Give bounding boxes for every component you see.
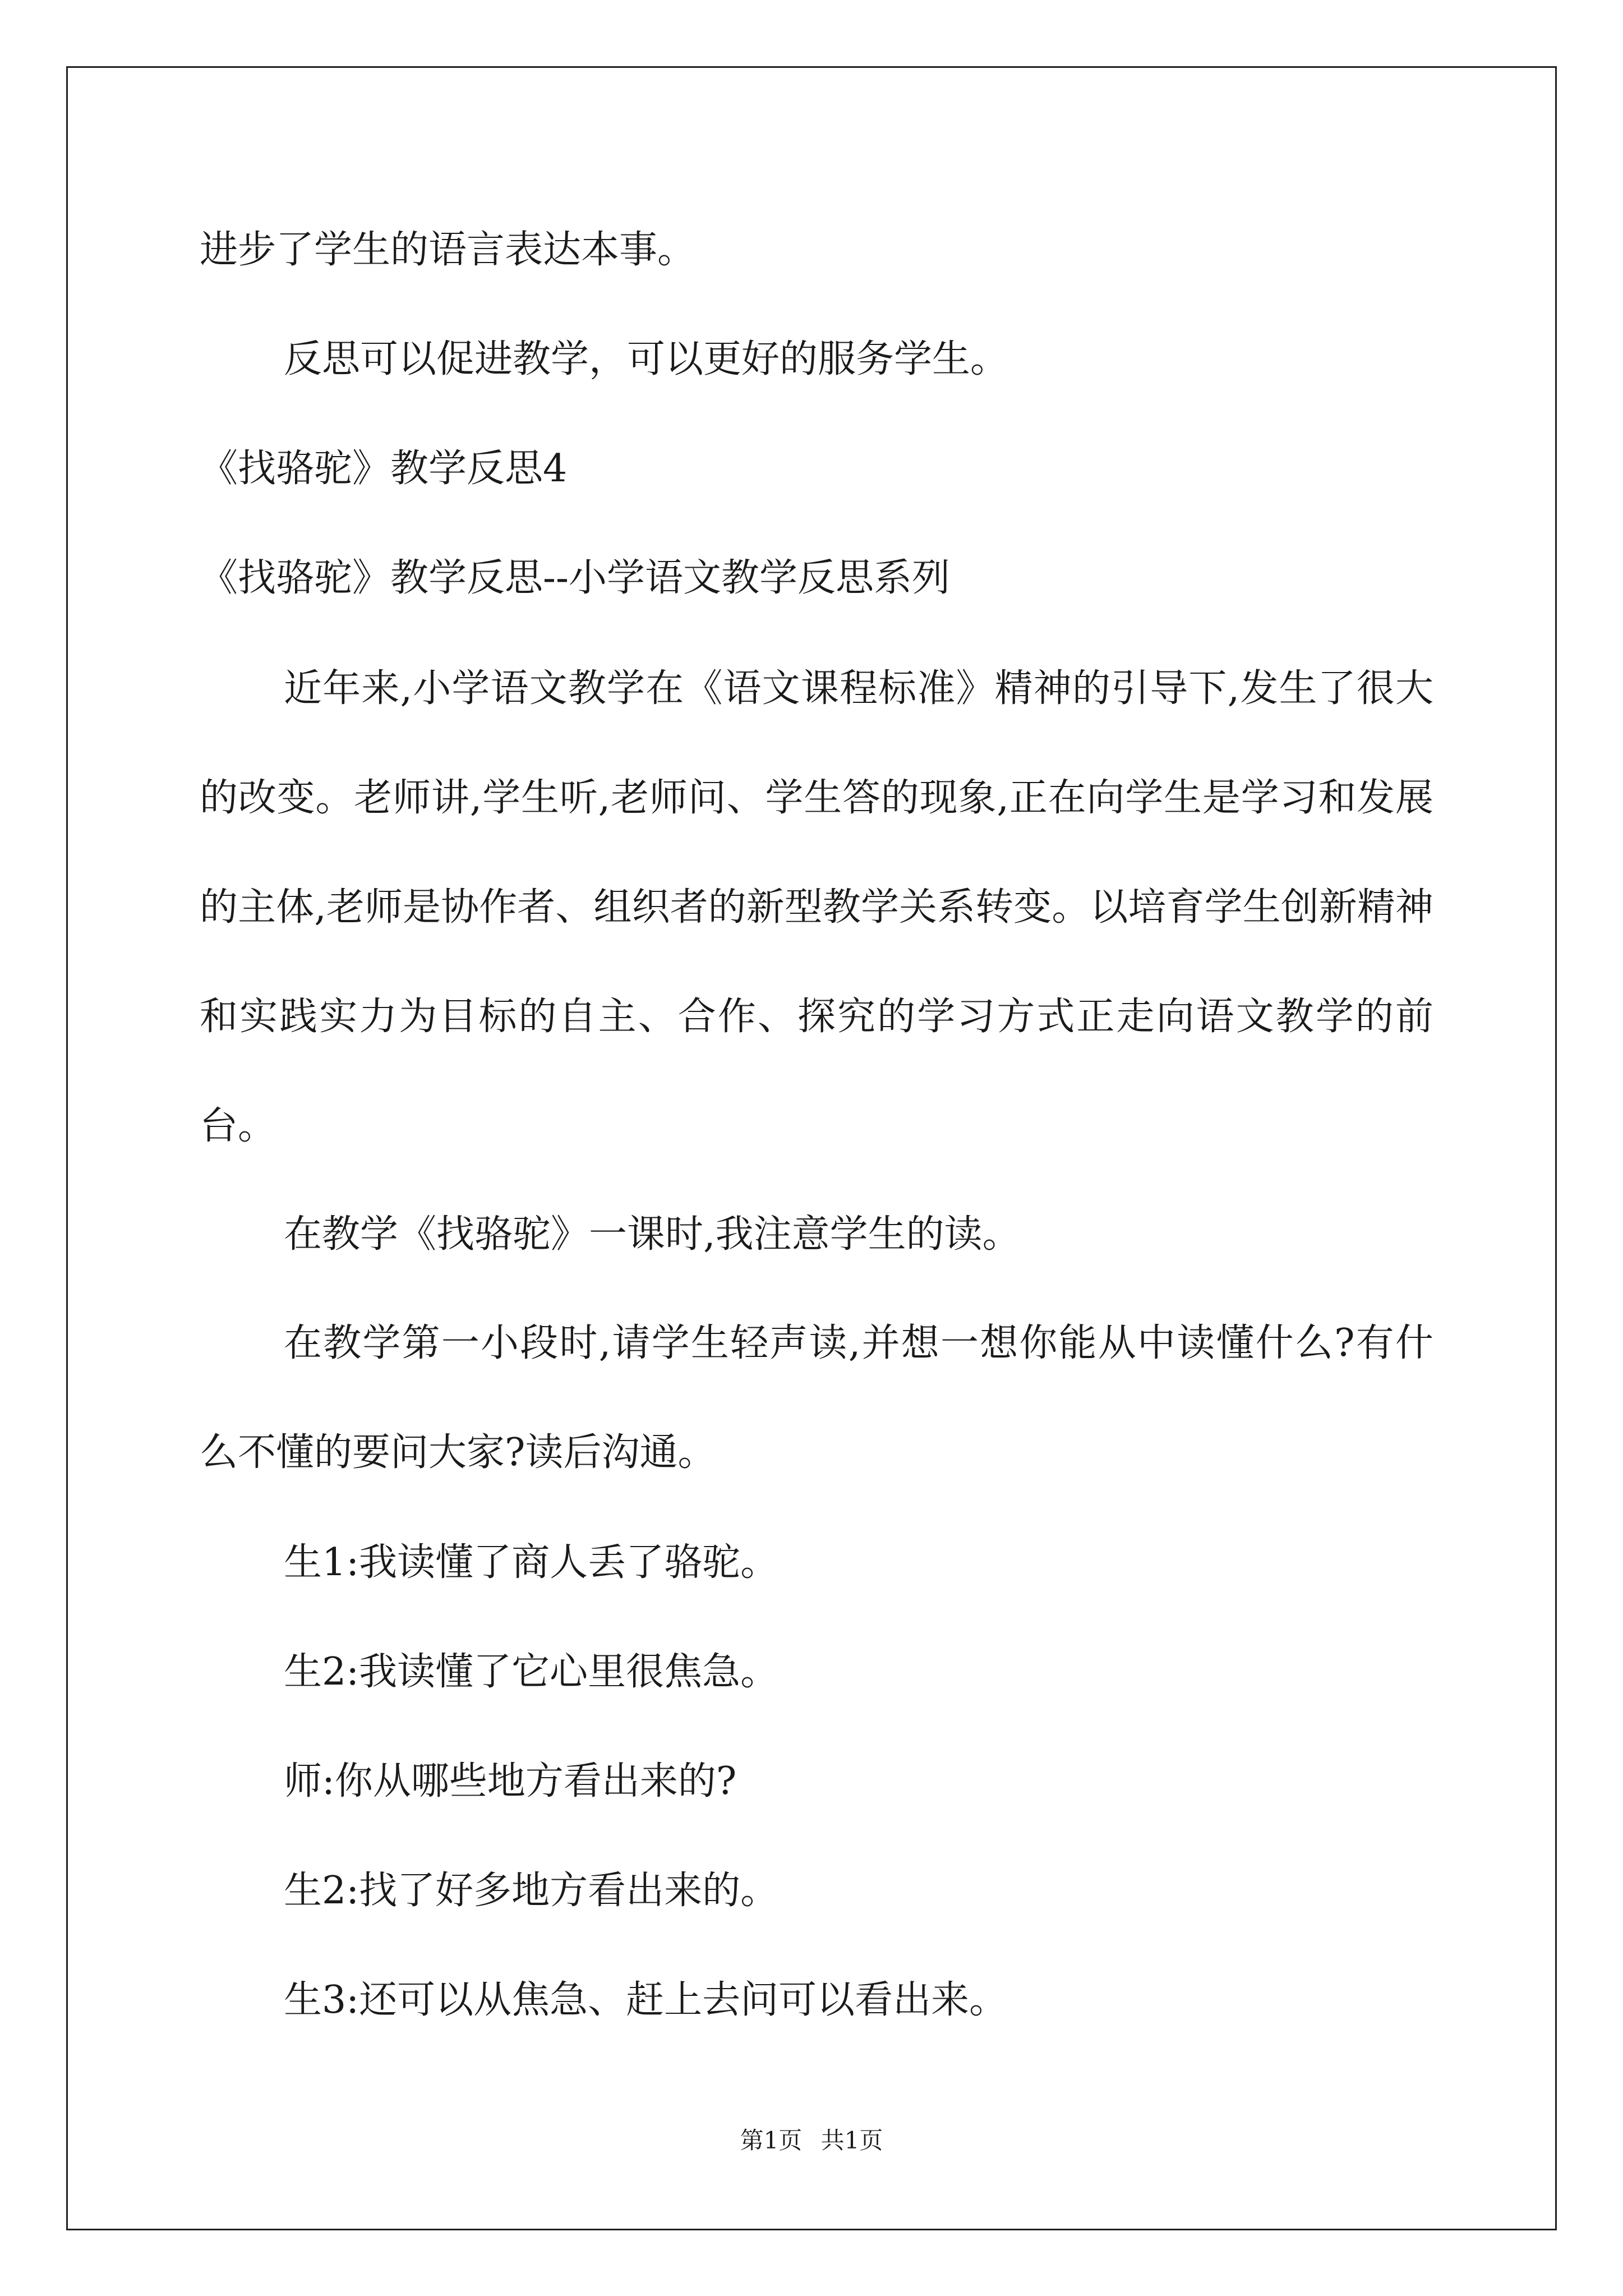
dialogue-line-2: 生2:我读懂了它心里很焦急。 bbox=[284, 1650, 779, 1694]
section-heading: 《找骆驼》教学反思4 bbox=[200, 447, 568, 491]
page-number: 第1页 bbox=[740, 2127, 803, 2154]
dialogue-line-5: 生3:还可以从焦急、赶上去问可以看出来。 bbox=[284, 1978, 1008, 2022]
text-line-1: 进步了学生的语言表达本事。 bbox=[200, 228, 696, 272]
paragraph-reading: 在教学《找骆驼》一课时,我注意学生的读。 bbox=[284, 1212, 1021, 1257]
dialogue-line-4: 生2:找了好多地方看出来的。 bbox=[284, 1869, 779, 1913]
dialogue-line-3: 师:你从哪些地方看出来的? bbox=[284, 1759, 737, 1803]
paragraph-first-section: 在教学第一小段时,请学生轻声读,并想一想你能从中读懂什么?有什么不懂的要问大家?读后沟通。 bbox=[200, 1321, 1433, 1475]
article-title: 《找骆驼》教学反思--小学语文教学反思系列 bbox=[200, 556, 950, 600]
page-footer bbox=[0, 2129, 1623, 2152]
dialogue-line-1: 生1:我读懂了商人丢了骆驼。 bbox=[284, 1540, 779, 1585]
paragraph-intro: 近年来,小学语文教学在《语文课程标准》精神的引导下,发生了很大的改变。老师讲,学生听,老师问、学生答的现象,正在向学生是学习和发展的主体,老师是协作者、组织者的新型教学关系转变。以培育学生创新精神和实践实力为目标的自主、合作、探究的学习方式正走向语文教学的前台。 bbox=[200, 666, 1433, 1148]
text-line-2: 反思可以促进教学，可以更好的服务学生。 bbox=[284, 337, 1009, 381]
page-total: 共1页 bbox=[820, 2127, 883, 2154]
